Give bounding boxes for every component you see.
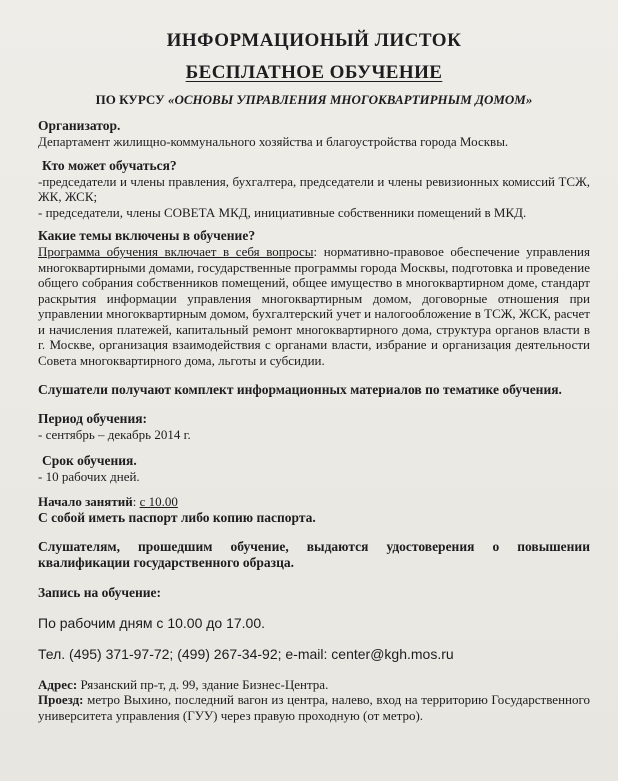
registration-hours: По рабочим дням с 10.00 до 17.00. [38, 614, 266, 631]
who-heading: Кто может обучаться? [42, 157, 177, 173]
duration-section [38, 453, 590, 485]
route-label: Проезд: [38, 692, 84, 707]
route-text: метро Выхино, последний вагон из центра, налево, вход на территорию Государственного университета управления (ГУУ) через правую проходную (от метро). [38, 692, 590, 723]
course-line [38, 92, 590, 108]
topics-body: : нормативно-правовое обеспечение управления многоквартирными домами, государственные программы города Москвы, подготовка и проведение общего собрания собственников помещений, общее имущество в многоквартирном доме, стандарт раскрытия информации управления многоквартирным домом, договорные отношения при управлении многоквартирным домом, бухгалтерский учет и налогообложение в ТСЖ, ЖСК, расчет и начисления платежей, капитальный ремонт многоквартирного дома, структура органов власти в г. Москве, организация взаимодействия с органами власти, избрание и организация деятельности Совета многоквартирного дома, льготы и субсидии. [38, 244, 590, 368]
start-colon: : [132, 494, 140, 509]
address-line [38, 677, 590, 693]
address-text: Рязанский пр-т, д. 99, здание Бизнес-Центра. [77, 676, 329, 692]
duration-text: - 10 рабочих дней. [38, 468, 140, 484]
registration-heading: Запись на обучение: [38, 584, 162, 600]
materials-section [38, 382, 590, 398]
course-name: «ОСНОВЫ УПРАВЛЕНИЯ МНОГОКВАРТИРНЫМ ДОМОМ» [167, 92, 533, 107]
certificate-section [38, 539, 590, 571]
route-line [38, 692, 590, 723]
address-section [38, 677, 590, 724]
period-text: - сентябрь – декабрь 2014 г. [38, 427, 191, 442]
start-section [38, 494, 590, 526]
who-section [38, 158, 590, 221]
organizer-heading: Организатор. [38, 118, 121, 133]
organizer-section [38, 118, 590, 150]
passport-note: С собой иметь паспорт либо копию паспорта. [38, 509, 316, 525]
start-time: с 10.00 [139, 494, 178, 509]
certificate-text: Слушателям, прошедшим обучение, выдаются удостоверения о повышении квалификации государственного образца. [38, 539, 590, 570]
course-prefix: ПО КУРСУ [95, 92, 168, 107]
organizer-text: Департамент жилищно-коммунального хозяйства и благоустройства города Москвы. [38, 134, 509, 149]
materials-text: Слушатели получают комплект информационных материалов по тематике обучения. [38, 381, 562, 397]
leaflet-subtitle: БЕСПЛАТНОЕ ОБУЧЕНИЕ [185, 62, 443, 83]
registration-section [38, 585, 590, 663]
leaflet-title: ИНФОРМАЦИОНЫЙ ЛИСТОК [166, 30, 462, 51]
start-label: Начало занятий [38, 494, 133, 509]
start-line [38, 494, 590, 510]
duration-heading: Срок обучения. [42, 452, 137, 468]
who-line-1: -председатели и члены правления, бухгалтера, председатели и члены ревизионных комиссий ТСЖ, ЖК, ЖСК; [38, 173, 590, 204]
topics-text [38, 244, 590, 368]
registration-phones: Тел. (495) 371-97-72; (499) 267-34-92; e-mail: center@kgh.mos.ru [38, 645, 454, 662]
topics-section [38, 228, 590, 368]
period-section [38, 411, 590, 443]
topics-heading: Какие темы включены в обучение? [38, 228, 256, 243]
topics-lead: Программа обучения включает в себя вопросы [38, 244, 314, 259]
address-label: Адрес: [38, 676, 78, 692]
who-line-2: - председатели, члены СОВЕТА МКД, инициативные собственники помещений в МКД. [38, 204, 527, 220]
period-heading: Период обучения: [38, 411, 148, 426]
